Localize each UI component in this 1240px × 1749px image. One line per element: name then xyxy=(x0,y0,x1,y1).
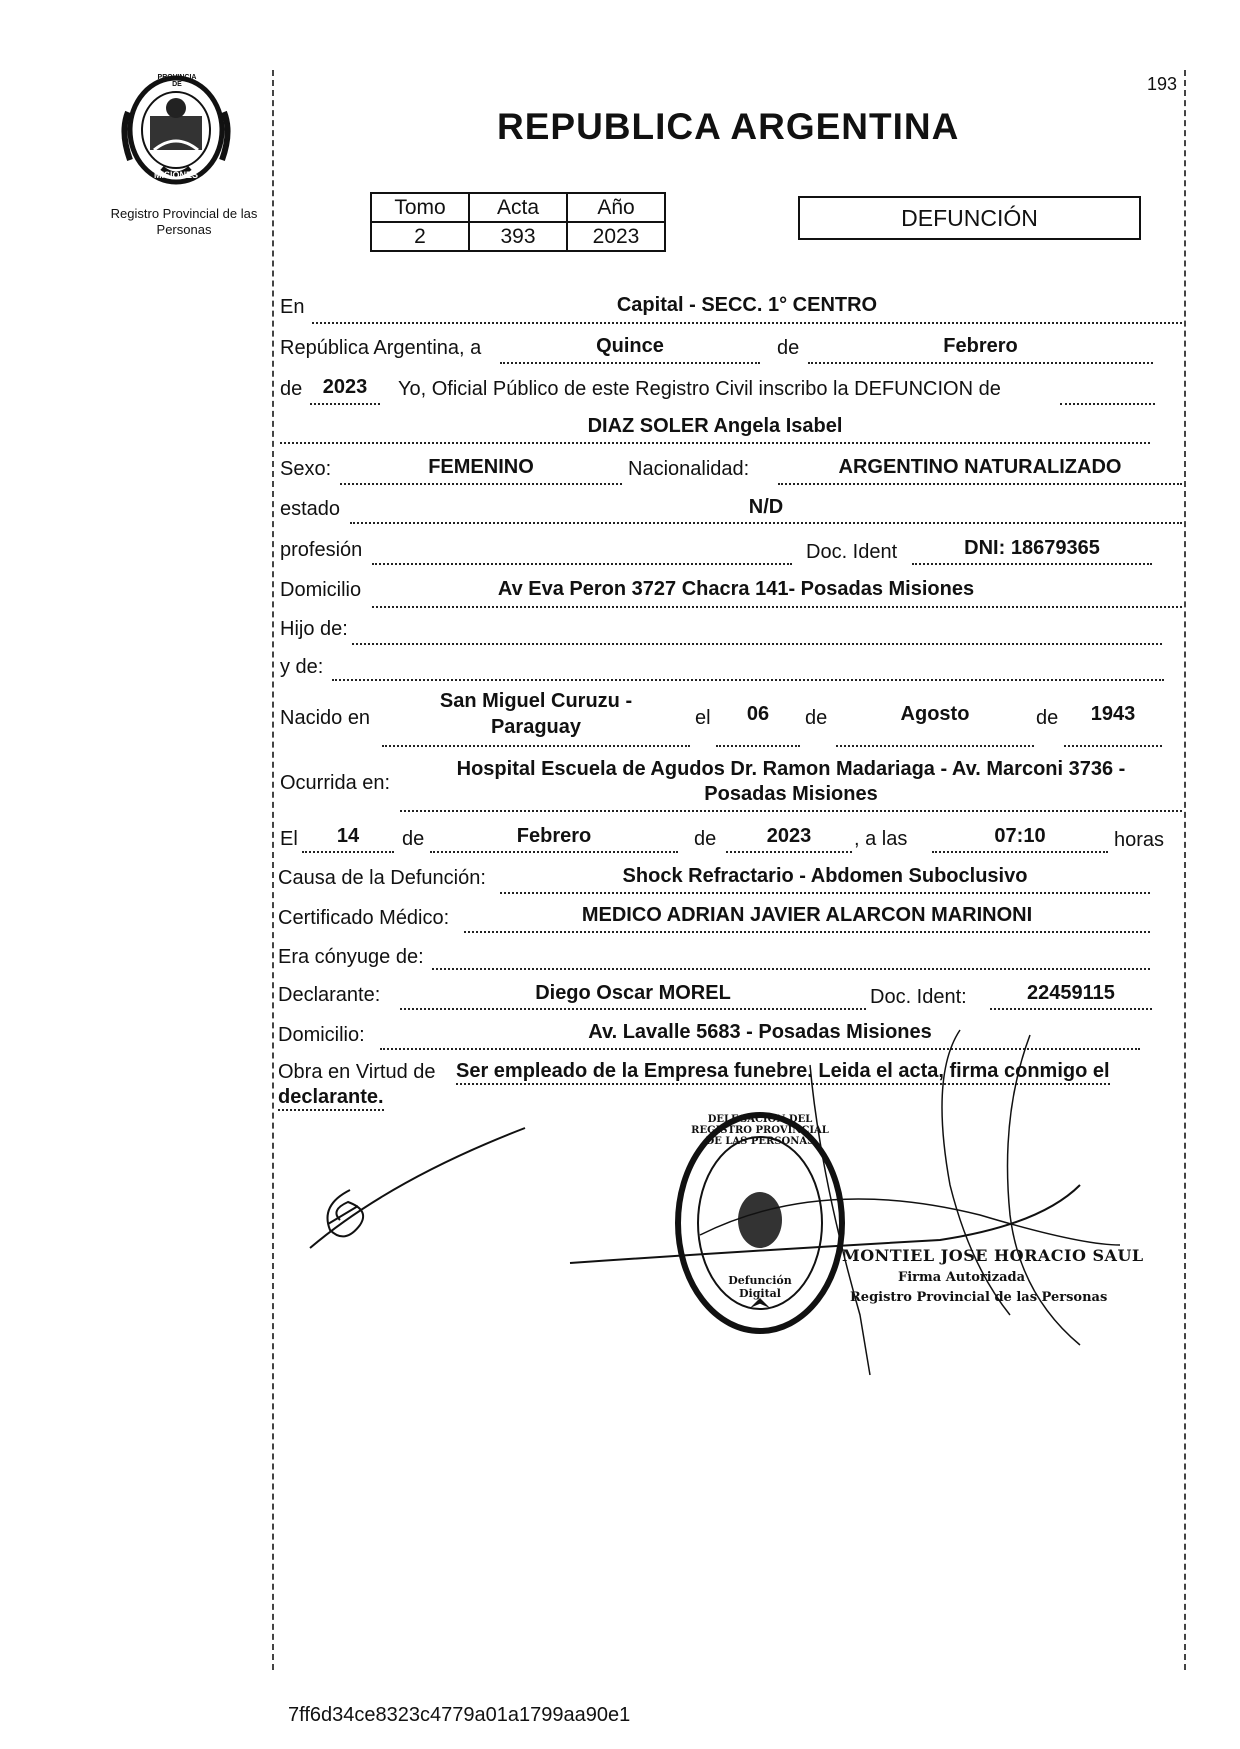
nacido-label: Nacido en xyxy=(280,707,371,729)
hora-line xyxy=(932,851,1108,853)
official-signature-icon xyxy=(560,1015,1120,1405)
anio-header: Año xyxy=(567,193,665,222)
obra-text-line1: Ser empleado de la Empresa funebre. Leida el acta, firma conmigo el xyxy=(456,1060,1110,1085)
doc2-line xyxy=(990,1008,1152,1010)
doc-label: Doc. Ident xyxy=(806,541,898,563)
declarante-value: Diego Oscar MOREL xyxy=(535,982,731,1004)
obra-text-line2: declarante. xyxy=(278,1086,384,1111)
el2-label: El xyxy=(280,828,298,850)
estado-label: estado xyxy=(280,498,341,520)
mes-line xyxy=(808,362,1153,364)
emblem-bottom-text: MISIONES xyxy=(153,170,198,180)
causa-label: Causa de la Defunción: xyxy=(278,867,486,889)
certificado-value: MEDICO ADRIAN JAVIER ALARCON MARINONI xyxy=(581,904,1033,926)
certificado-label: Certificado Médico: xyxy=(278,907,450,929)
stamp-inner-text: Defunción Digital xyxy=(728,1274,792,1300)
acta-header: Acta xyxy=(469,193,567,222)
signatory-org: Registro Provincial de las Personas xyxy=(850,1290,1108,1305)
estado-line xyxy=(350,522,1182,524)
signatory-role: Firma Autorizada xyxy=(898,1270,1026,1285)
conyuge-line xyxy=(432,968,1150,970)
y-de-line xyxy=(332,679,1164,681)
sexo-value: FEMENINO xyxy=(428,456,534,478)
domicilio-value: Av Eva Peron 3727 Chacra 141- Posadas Misiones xyxy=(497,578,975,600)
nacionalidad-label: Nacionalidad: xyxy=(628,458,750,480)
nacido-lugar-2: Paraguay xyxy=(490,716,582,738)
domicilio-label: Domicilio xyxy=(280,579,362,601)
hijo-label: Hijo de: xyxy=(280,618,348,640)
def-de1: de xyxy=(402,828,425,850)
anio-value: 2023 xyxy=(322,376,368,398)
alas-label: , a las xyxy=(854,828,908,850)
mes-value: Febrero xyxy=(943,335,1018,357)
nacionalidad-line xyxy=(778,483,1182,485)
en-label: En xyxy=(280,296,305,318)
nac-de1: de xyxy=(805,707,828,729)
act-type-box: DEFUNCIÓN xyxy=(798,196,1141,240)
def-anio: 2023 xyxy=(766,825,812,847)
reference-table xyxy=(370,192,666,252)
profesion-line xyxy=(372,563,792,565)
doc-line xyxy=(912,563,1152,565)
domicilio2-value: Av. Lavalle 5683 - Posadas Misiones xyxy=(588,1021,932,1043)
def-dia-line xyxy=(302,851,394,853)
right-margin-line xyxy=(1184,70,1186,1670)
en-line xyxy=(312,322,1182,324)
misiones-emblem xyxy=(118,72,234,192)
doc-value: DNI: 18679365 xyxy=(964,537,1100,559)
obra-label: Obra en Virtud de xyxy=(278,1061,436,1083)
dia-value: Quince xyxy=(596,335,664,357)
left-margin-line xyxy=(272,70,274,1670)
stamp-ring-text: DELEGACION DEL REGISTRO PROVINCIAL DE LAS PERSONAS xyxy=(691,1114,829,1147)
en-value: Capital - SECC. 1° CENTRO xyxy=(616,294,878,316)
anio-value: 2023 xyxy=(567,222,665,251)
anio-prefix: de xyxy=(280,378,303,400)
declarante-signature-icon xyxy=(300,1120,540,1260)
nacido-lugar-1: San Miguel Curuzu - xyxy=(439,690,633,712)
nac-mes: Agosto xyxy=(900,703,970,725)
ocurrida-lugar-1: Hospital Escuela de Agudos Dr. Ramon Madariaga - Av. Marconi 3736 - xyxy=(456,758,1126,780)
nac-de2: de xyxy=(1036,707,1059,729)
page-number: 193 xyxy=(1147,74,1178,94)
causa-line xyxy=(500,892,1150,894)
sexo-line xyxy=(340,483,622,485)
de-label: de xyxy=(777,337,800,359)
nacionalidad-value: ARGENTINO NATURALIZADO xyxy=(838,456,1122,478)
domicilio2-label: Domicilio: xyxy=(278,1024,365,1046)
nac-mes-line xyxy=(836,745,1034,747)
def-dia: 14 xyxy=(336,825,360,847)
hijo-line xyxy=(352,643,1162,645)
nombre-line xyxy=(280,442,1150,444)
nac-dia: 06 xyxy=(746,703,770,725)
def-mes-line xyxy=(430,851,678,853)
sexo-label: Sexo: xyxy=(280,458,332,480)
nac-anio: 1943 xyxy=(1090,703,1136,725)
nac-anio-line xyxy=(1064,745,1162,747)
republica-label: República Argentina, a xyxy=(280,337,482,359)
doc2-value: 22459115 xyxy=(1027,982,1115,1004)
certificado-line xyxy=(464,931,1150,933)
document-hash: 7ff6d34ce8323c4779a01a1799aa90e1 xyxy=(288,1704,631,1726)
emblem-top-text: PROVINCIA DE xyxy=(157,74,197,88)
dia-line xyxy=(500,362,760,364)
doc2-label: Doc. Ident: xyxy=(870,986,967,1008)
anio-line xyxy=(310,403,380,405)
def-de2: de xyxy=(694,828,717,850)
signatory-name: MONTIEL JOSE HORACIO SAUL xyxy=(842,1246,1144,1265)
causa-value: Shock Refractario - Abdomen Suboclusivo xyxy=(622,865,1028,887)
ocurrida-line xyxy=(400,810,1182,812)
ocurrida-label: Ocurrida en: xyxy=(280,772,391,794)
page-title: REPUBLICA ARGENTINA xyxy=(497,106,960,147)
nac-dia-line xyxy=(716,745,800,747)
tomo-value: 2 xyxy=(371,222,469,251)
y-de-label: y de: xyxy=(280,656,324,678)
hora-value: 07:10 xyxy=(994,825,1046,847)
inscribe-line xyxy=(1060,403,1155,405)
acta-value: 393 xyxy=(469,222,567,251)
tomo-header: Tomo xyxy=(371,193,469,222)
horas-label: horas xyxy=(1114,829,1165,851)
organization-name: Registro Provincial de las Personas xyxy=(110,206,258,237)
nombre-value: DIAZ SOLER Angela Isabel xyxy=(587,415,843,437)
inscribe-text: Yo, Oficial Público de este Registro Civil inscribo la DEFUNCION de xyxy=(398,378,1001,400)
domicilio-line xyxy=(372,606,1182,608)
ocurrida-lugar-2: Posadas Misiones xyxy=(704,783,878,805)
declarante-label: Declarante: xyxy=(278,984,381,1006)
declarante-line xyxy=(400,1008,866,1010)
conyuge-label: Era cónyuge de: xyxy=(278,946,424,968)
estado-value: N/D xyxy=(748,496,784,518)
profesion-label: profesión xyxy=(280,539,363,561)
nacido-line xyxy=(382,745,690,747)
el-label: el xyxy=(695,707,711,729)
def-anio-line xyxy=(726,851,852,853)
def-mes: Febrero xyxy=(516,825,592,847)
